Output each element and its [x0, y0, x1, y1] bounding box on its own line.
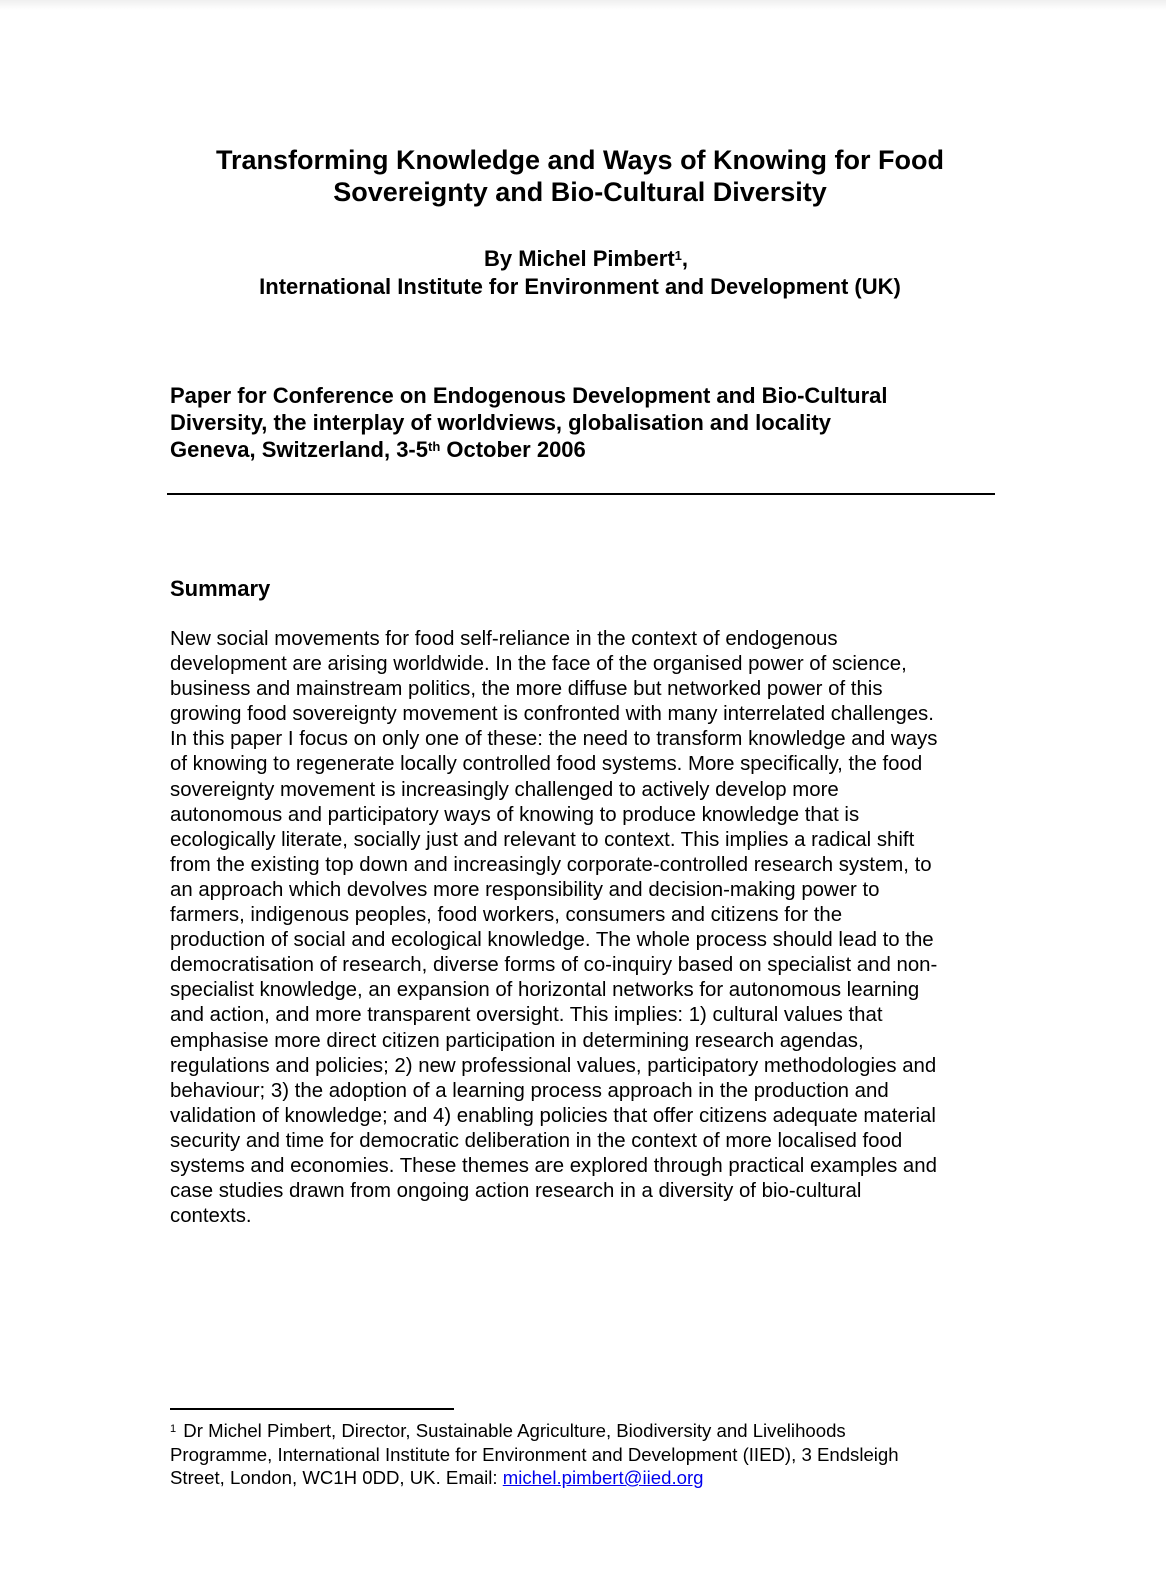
summary-line: and action, and more transparent oversight. This implies: 1) cultural values that: [170, 1004, 883, 1027]
summary-line: security and time for democratic deliberation in the context of more localised food: [170, 1129, 903, 1152]
author-name: By Michel Pimbert: [483, 246, 675, 271]
summary-line: from the existing top down and increasingly corporate-controlled research system, to: [170, 853, 932, 876]
summary-line: specialist knowledge, an expansion of horizontal networks for autonomous learning: [170, 979, 920, 1002]
author-trailing-comma: ,: [681, 246, 689, 271]
conference-line-1: Paper for Conference on Endogenous Development and Bio-Cultural: [170, 383, 888, 408]
author-affiliation: International Institute for Environment and Development (UK): [259, 274, 901, 299]
summary-line: New social movements for food self-reliance in the context of endogenous: [170, 628, 838, 650]
summary-line: growing food sovereignty movement is confronted with many interrelated challenges.: [170, 703, 934, 726]
summary-line: case studies drawn from ongoing action research in a diversity of bio-cultural: [170, 1180, 862, 1203]
title-line-2: Sovereignty and Bio-Cultural Diversity: [333, 177, 827, 207]
summary-line: business and mainstream politics, the more diffuse but networked power of this: [170, 678, 883, 701]
conference-location-date-prefix: Geneva, Switzerland, 3-5: [170, 437, 428, 462]
summary-line: validation of knowledge; and 4) enabling policies that offer citizens adequate material: [170, 1104, 936, 1127]
summary-line: production of social and ecological knowledge. The whole process should lead to the: [170, 929, 934, 952]
summary-line: development are arising worldwide. In the face of the organised power of science,: [170, 653, 907, 676]
footnote-line-1: [170, 1419, 899, 1443]
summary-line: farmers, indigenous peoples, food workers, consumers and citizens for the: [170, 904, 843, 927]
conference-line-2: Diversity, the interplay of worldviews, globalisation and locality: [170, 410, 831, 435]
summary-body: [170, 627, 937, 1229]
title-line-1: Transforming Knowledge and Ways of Knowing for Food: [216, 145, 944, 175]
email-link[interactable]: michel.pimbert@iied.org: [502, 1467, 704, 1488]
author-line: [120, 245, 1040, 273]
summary-line: of knowing to regenerate locally controlled food systems. More specifically, the food: [170, 753, 923, 776]
conference-date-suffix: October 2006: [440, 437, 586, 462]
footnote: [170, 1419, 899, 1490]
footnote-address: Street, London, WC1H 0DD, UK. Email:: [170, 1467, 503, 1488]
footnote-separator: [170, 1408, 454, 1410]
footnote-line-3: [170, 1466, 899, 1490]
summary-line: contexts.: [170, 1205, 252, 1228]
byline: [120, 245, 1040, 301]
paper-title: [120, 144, 1040, 208]
summary-line: an approach which devolves more responsibility and decision-making power to: [170, 878, 880, 901]
footnote-text-1: Dr Michel Pimbert, Director, Sustainable Agriculture, Biodiversity and Livelihoods: [178, 1420, 846, 1441]
summary-line: sovereignty movement is increasingly challenged to actively develop more: [170, 778, 839, 801]
footnote-line-2: Programme, International Institute for Environment and Development (IIED), 3 Endsleigh: [170, 1443, 899, 1465]
ordinal-suffix: th: [427, 439, 441, 454]
summary-line: ecologically literate, socially just and relevant to context. This implies a radical shift: [170, 828, 915, 851]
footnote-marker: 1: [170, 1423, 177, 1435]
summary-line: autonomous and participatory ways of knowing to produce knowledge that is: [170, 803, 860, 826]
summary-heading: Summary: [170, 576, 271, 601]
top-edge-shade: [0, 0, 1166, 10]
summary-line: behaviour; 3) the adoption of a learning process approach in the production and: [170, 1079, 889, 1102]
author-footnote-marker[interactable]: 1: [674, 248, 682, 263]
summary-line: In this paper I focus on only one of these: the need to transform knowledge and ways: [170, 728, 938, 751]
summary-line: systems and economies. These themes are explored through practical examples and: [170, 1154, 937, 1177]
conference-info: [170, 382, 888, 463]
summary-line: democratisation of research, diverse forms of co-inquiry based on specialist and non-: [170, 954, 938, 977]
summary-line: regulations and policies; 2) new professional values, participatory methodologies and: [170, 1054, 937, 1077]
conference-line-3: [170, 436, 888, 463]
header-divider: [167, 493, 995, 495]
summary-line: emphasise more direct citizen participation in determining research agendas,: [170, 1029, 864, 1052]
